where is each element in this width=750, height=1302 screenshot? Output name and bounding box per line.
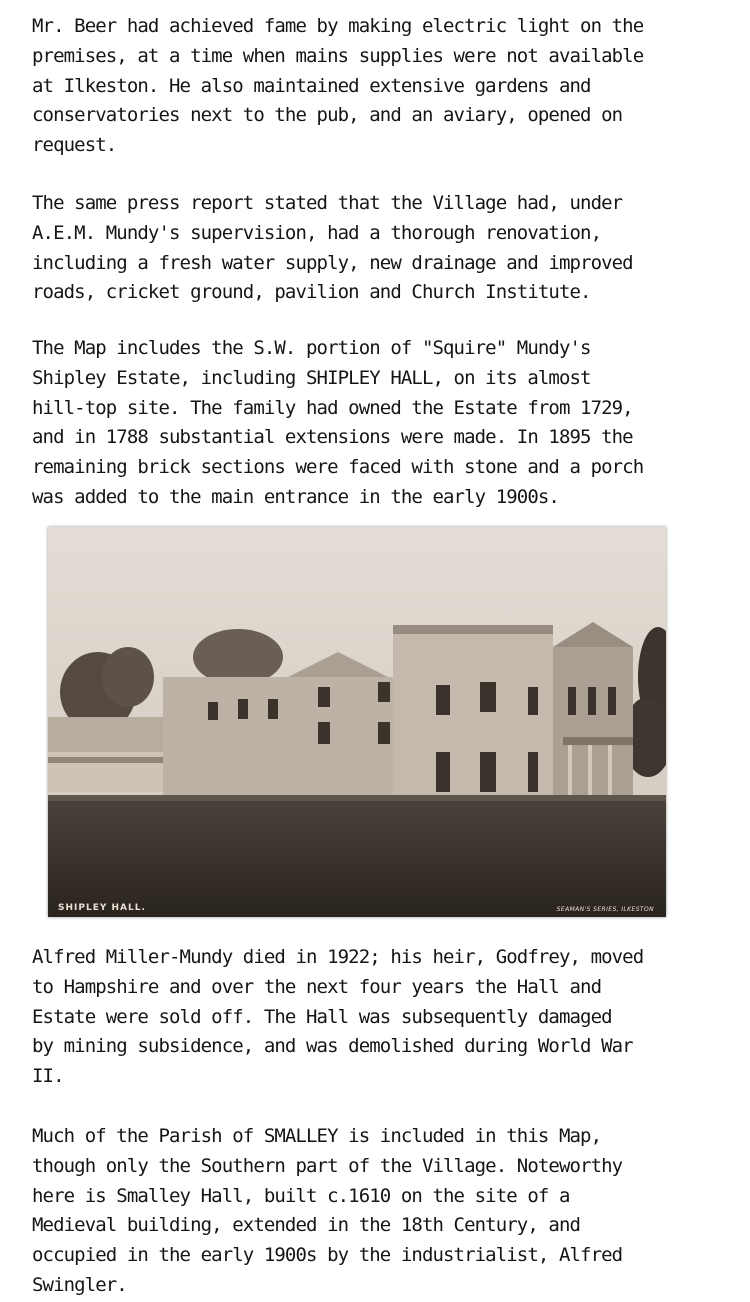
text-line: was added to the main entrance in the early 1900s.	[32, 485, 559, 508]
text-line: though only the Southern part of the Village. Noteworthy	[32, 1154, 623, 1177]
text-line: conservatories next to the pub, and an aviary, opened on	[32, 104, 623, 127]
shipley-hall-photo	[48, 527, 666, 917]
text-line: A.E.M. Mundy's supervision, had a thorough renovation,	[32, 221, 602, 244]
text-line: The same press report stated that the Village had, under	[32, 192, 623, 214]
text-line: Estate were sold off. The Hall was subsequently damaged	[32, 1005, 612, 1028]
text-line: Shipley Estate, including SHIPLEY HALL, on its almost	[32, 366, 591, 389]
text-line: Swingler.	[32, 1273, 127, 1296]
text-line: The Map includes the S.W. portion of "Squire" Mundy's	[32, 337, 591, 359]
text-line: Medieval building, extended in the 18th Century, and	[32, 1214, 581, 1237]
photo-publisher-credit: SEAMAN'S SERIES, ILKESTON	[556, 906, 654, 913]
text-line: Much of the Parish of SMALLEY is included in this Map,	[32, 1125, 602, 1147]
paragraph-electric-light	[32, 12, 732, 161]
paragraph-shipley-estate	[32, 334, 732, 513]
text-line: request.	[32, 134, 117, 157]
paragraph-village-renovation	[32, 189, 732, 308]
text-line: including a fresh water supply, new drainage and improved	[32, 251, 633, 274]
photo-illustration	[48, 527, 666, 917]
text-line: at Ilkeston. He also maintained extensive gardens and	[32, 74, 591, 97]
text-line: hill-top site. The family had owned the Estate from 1729,	[32, 396, 633, 419]
text-line: Mr. Beer had achieved fame by making electric light on the	[32, 15, 644, 37]
text-line: and in 1788 substantial extensions were made. In 1895 the	[32, 426, 633, 449]
photo-caption: SHIPLEY HALL.	[58, 903, 146, 913]
text-line: roads, cricket ground, pavilion and Church Institute.	[32, 281, 591, 304]
text-line: remaining brick sections were faced with stone and a porch	[32, 456, 644, 479]
text-line: Alfred Miller-Mundy died in 1922; his heir, Godfrey, moved	[32, 946, 644, 968]
text-line: II.	[32, 1065, 64, 1088]
text-line: occupied in the early 1900s by the industrialist, Alfred	[32, 1244, 623, 1267]
text-line: premises, at a time when mains supplies were not available	[32, 44, 644, 67]
text-line: to Hampshire and over the next four years the Hall and	[32, 975, 602, 998]
text-line: here is Smalley Hall, built c.1610 on the site of a	[32, 1184, 570, 1207]
text-line: by mining subsidence, and was demolished during World War	[32, 1035, 633, 1058]
paragraph-smalley	[32, 1122, 732, 1301]
paragraph-miller-mundy	[32, 943, 732, 1092]
